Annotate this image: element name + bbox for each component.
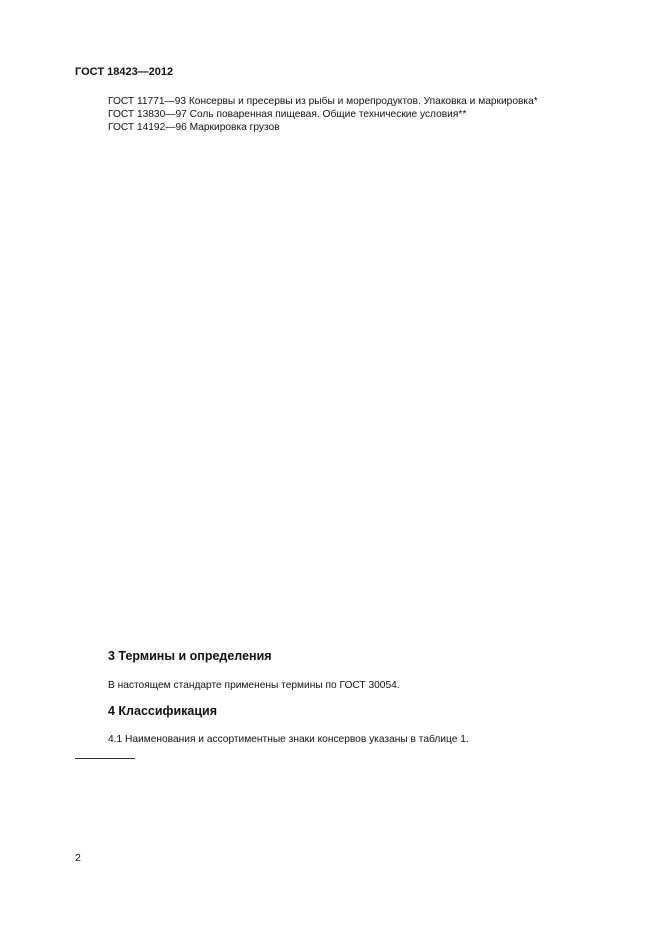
section-4-1-text: 4.1 Наименования и ассортиментные знаки консервов указаны в таблице 1. [108, 734, 469, 745]
normative-references-list [75, 95, 615, 134]
section-3-text: В настоящем стандарте применены термины по ГОСТ 30054. [108, 680, 400, 691]
reference-item: ГОСТ 11771—93 Консервы и пресервы из рыбы и морепродуктов. Упаковка и маркировка* [108, 96, 538, 107]
reference-item: ГОСТ 13830—97 Соль поваренная пищевая. Общие технические условия** [108, 109, 467, 120]
reference-item: ГОСТ 14192—96 Маркировка грузов [108, 122, 280, 133]
document-header: ГОСТ 18423—2012 [75, 66, 174, 78]
section-3-title: 3 Термины и определения [108, 649, 272, 663]
footnote-separator [75, 758, 135, 759]
page-number: 2 [75, 852, 81, 864]
section-4-title: 4 Классификация [108, 704, 218, 718]
